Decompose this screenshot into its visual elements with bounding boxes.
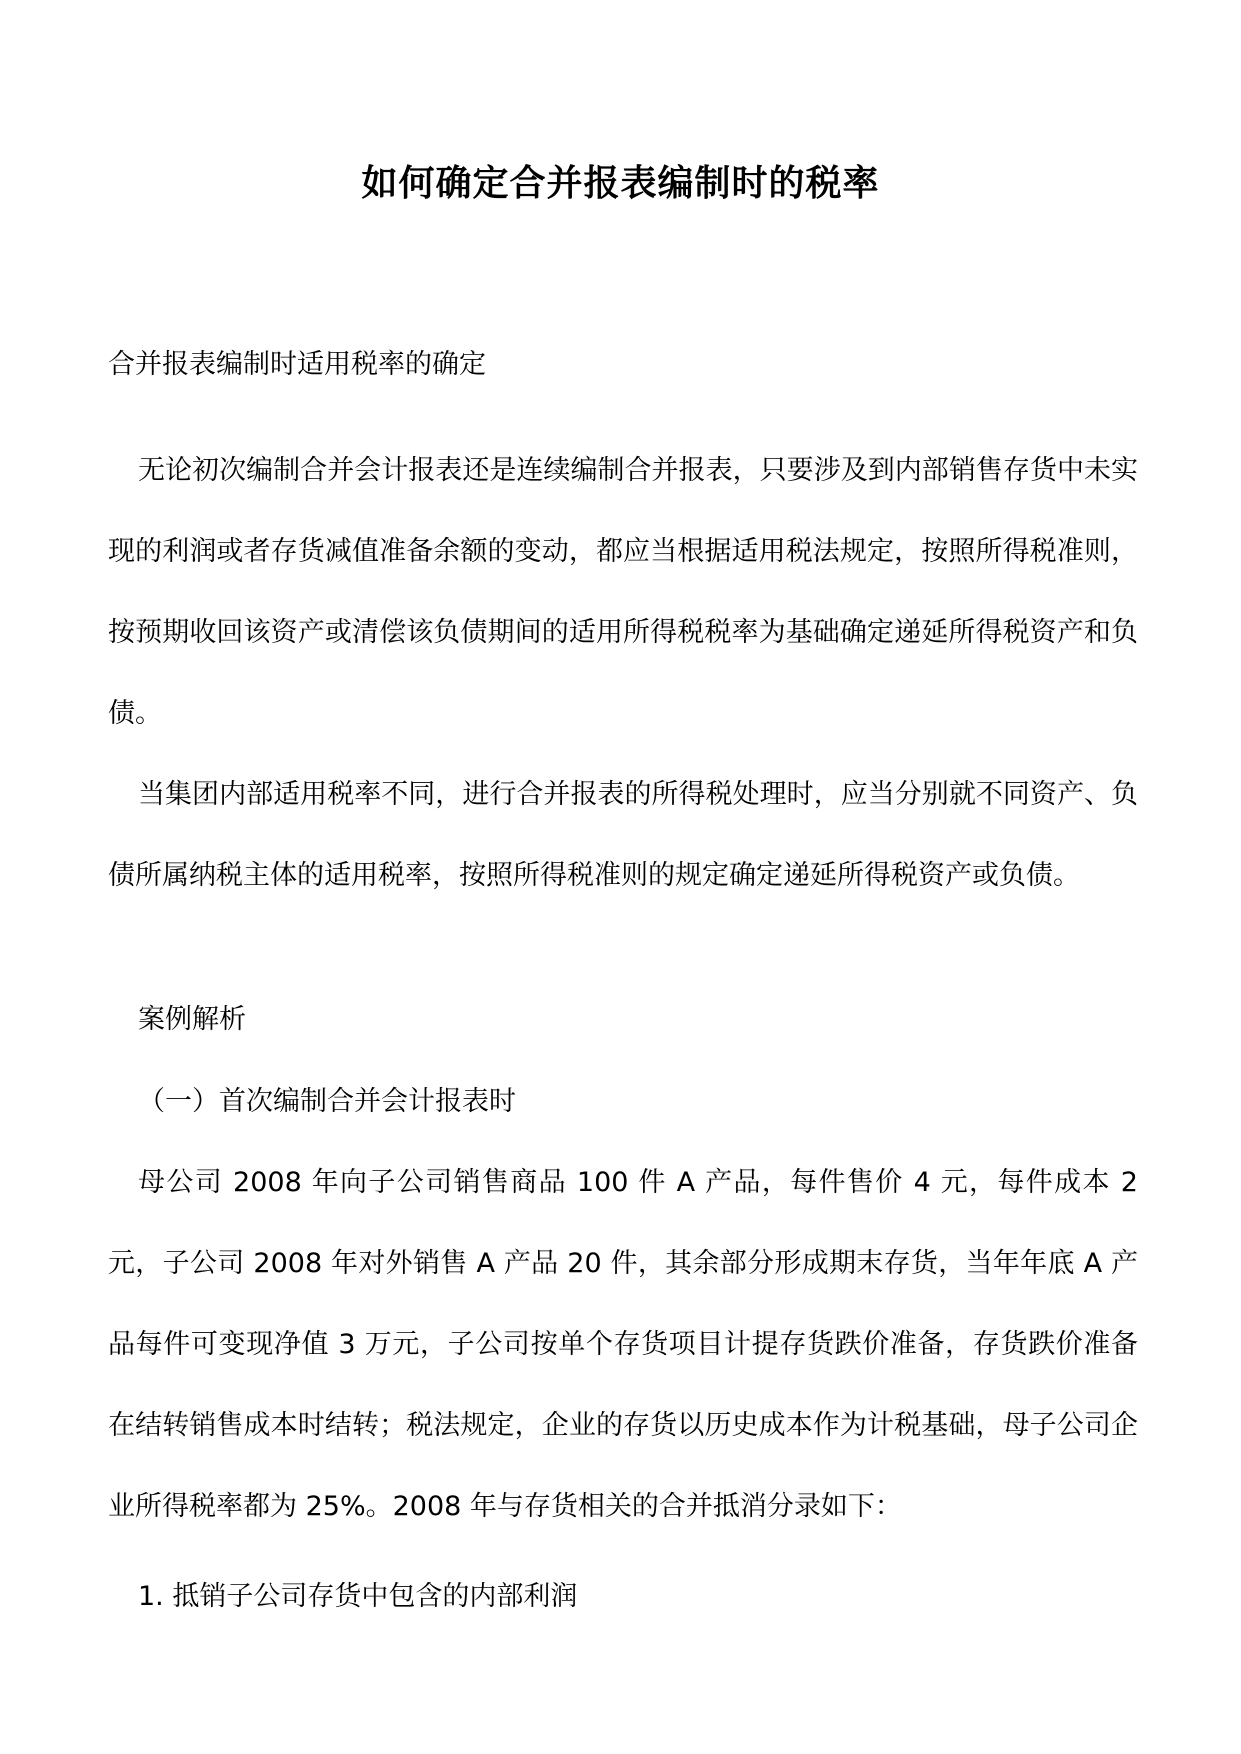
case-heading: 案例解析 <box>138 1004 246 1035</box>
numbered-item-1: 1. 抵销子公司存货中包含的内部利润 <box>138 1581 578 1612</box>
case-subheading: （一）首次编制合并会计报表时 <box>138 1086 516 1117</box>
paragraph-applicable-rate: 无论初次编制合并会计报表还是连续编制合并报表，只要涉及到内部销售存货中未实现的利润或者存货减值准备余额的变动，都应当根据适用税法规定，按照所得税准则，按预期收回该资产或清偿该负债期间的适用所得税税率为基础确定递延所得税资产和负债。 <box>108 455 1138 729</box>
document-title: 如何确定合并报表编制时的税率 <box>361 163 880 204</box>
section-heading: 合并报表编制时适用税率的确定 <box>108 349 486 380</box>
paragraph-case-details: 母公司 2008 年向子公司销售商品 100 件 A 产品，每件售价 4 元，每件成本 2 元，子公司 2008 年对外销售 A 产品 20 件，其余部分形成期末存货，当年年底 A 产品每件可变现净值 3 万元，子公司按单个存货项目计提存货跌价准备，存货跌价准备在结转销售成本时结转；税法规定，企业的存货以历史成本作为计税基础，母子公司企业所得税率都为 25%。2008 年与存货相关的合并抵消分录如下： <box>108 1167 1138 1522</box>
paragraph-group-rate-difference: 当集团内部适用税率不同，进行合并报表的所得税处理时，应当分别就不同资产、负债所属纳税主体的适用税率，按照所得税准则的规定确定递延所得税资产或负债。 <box>108 779 1138 891</box>
